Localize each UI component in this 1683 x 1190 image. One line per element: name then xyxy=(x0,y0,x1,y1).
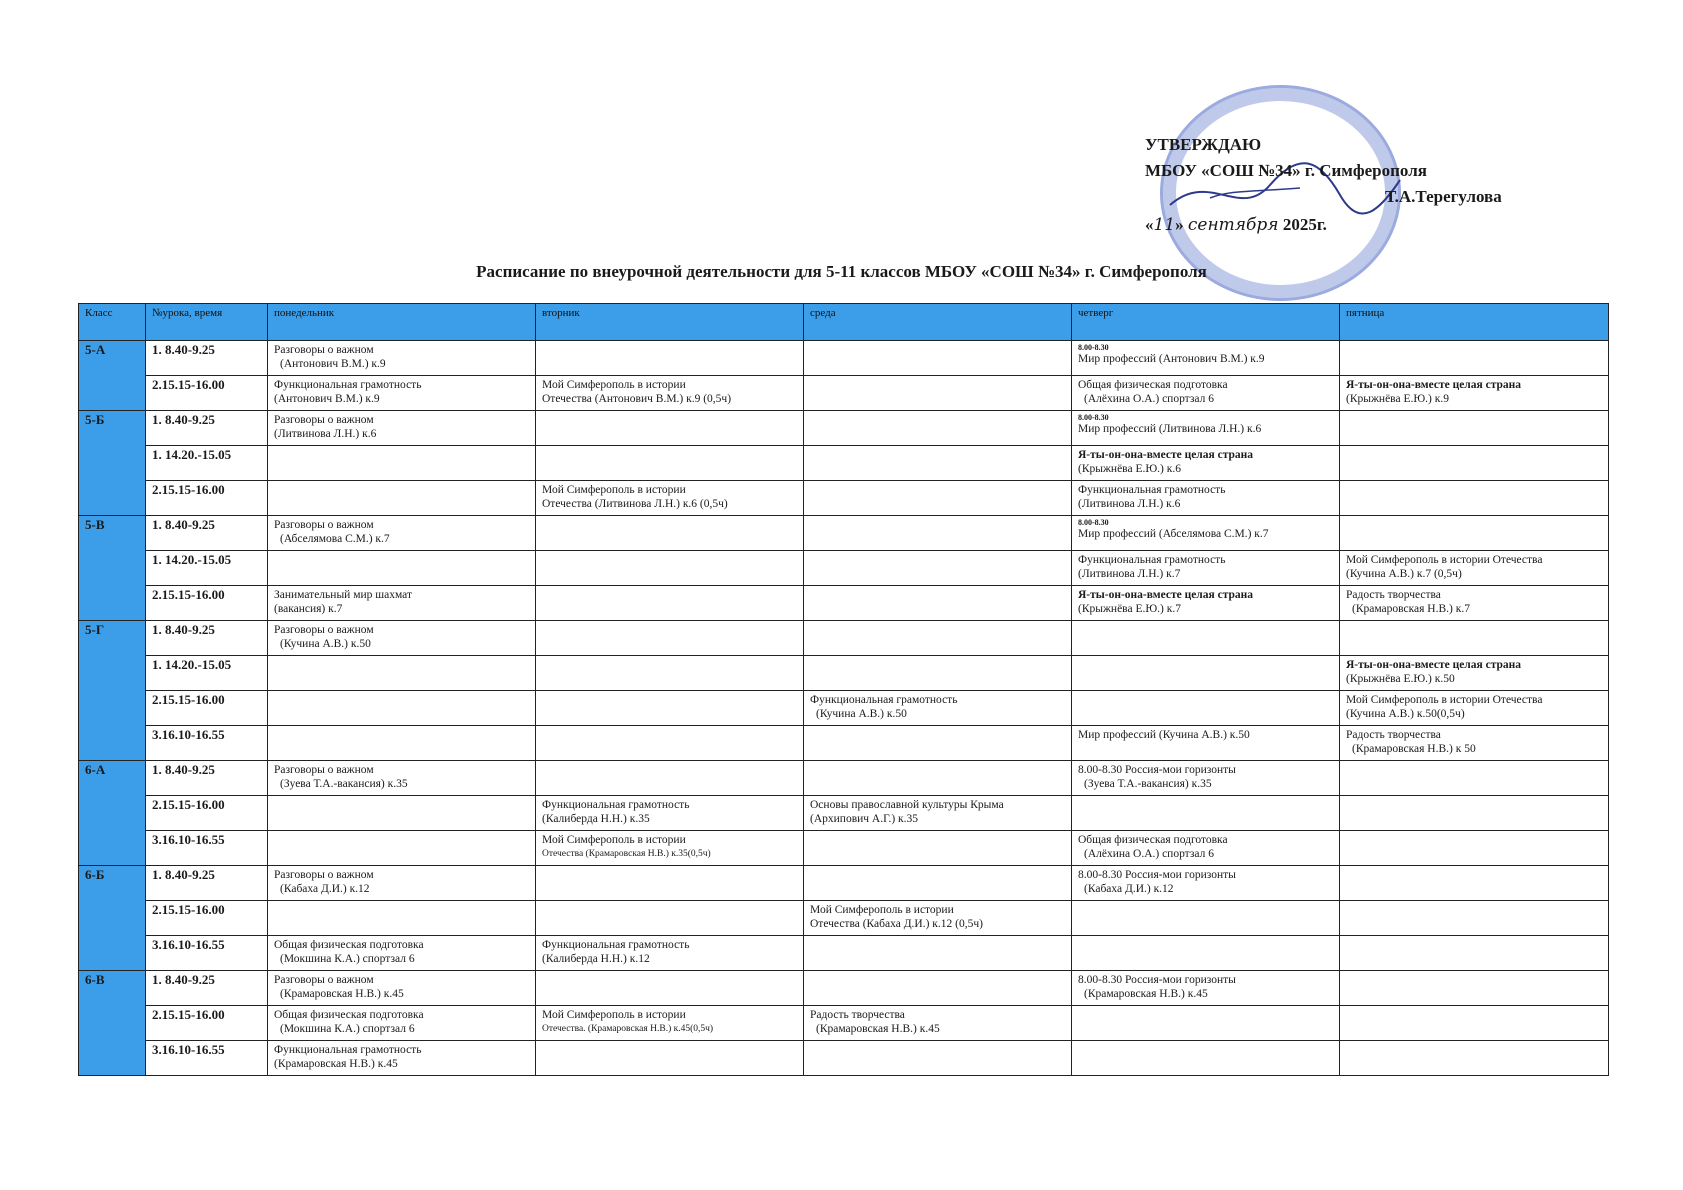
monday-cell xyxy=(268,936,536,971)
activity-text: (Литвинова Л.Н.) к.6 xyxy=(274,428,377,440)
tuesday-cell xyxy=(536,936,804,971)
activity-text: Радость творчества xyxy=(810,1009,905,1021)
activity-text: Общая физическая подготовка xyxy=(274,1009,424,1021)
header-wednesday: среда xyxy=(804,304,1072,341)
tuesday-cell xyxy=(536,901,804,936)
friday-cell xyxy=(1340,971,1609,1006)
activity-text: (Кучина А.В.) к.50(0,5ч) xyxy=(1346,708,1465,720)
friday-cell xyxy=(1340,551,1609,586)
friday-cell xyxy=(1340,586,1609,621)
table-row xyxy=(79,796,1609,831)
wednesday-cell xyxy=(804,376,1072,411)
activity-text: Мой Симферополь в истории xyxy=(542,834,686,846)
activity-text: Мой Симферополь в истории Отечества xyxy=(1346,694,1543,706)
table-row xyxy=(79,901,1609,936)
activity-text: (Литвинова Л.Н.) к.6 xyxy=(1078,498,1181,510)
activity-text: (вакансия) к.7 xyxy=(274,603,343,615)
activity-text: (Крамаровская Н.В.) к 50 xyxy=(1352,743,1476,755)
activity-time: 8.00-8.30 xyxy=(1078,413,1109,422)
table-row xyxy=(79,376,1609,411)
monday-cell xyxy=(268,586,536,621)
activity-text: Отечества (Кабаха Д.И.) к.12 (0,5ч) xyxy=(810,918,983,930)
thursday-cell xyxy=(1072,551,1340,586)
thursday-cell xyxy=(1072,901,1340,936)
date-prefix: « xyxy=(1145,215,1154,234)
monday-cell xyxy=(268,1041,536,1076)
activity-text: (Кучина А.В.) к.50 xyxy=(816,708,907,720)
tuesday-cell xyxy=(536,1006,804,1041)
header-class: Класс xyxy=(79,304,146,341)
tuesday-cell xyxy=(536,761,804,796)
table-row xyxy=(79,761,1609,796)
activity-text: Отечества. (Крамаровская Н.В.) к.45(0,5ч) xyxy=(542,1024,714,1034)
thursday-cell xyxy=(1072,691,1340,726)
thursday-cell xyxy=(1072,656,1340,691)
wednesday-cell xyxy=(804,411,1072,446)
activity-text: Мой Симферополь в истории Отечества xyxy=(1346,554,1543,566)
table-row xyxy=(79,551,1609,586)
tuesday-cell xyxy=(536,516,804,551)
monday-cell xyxy=(268,831,536,866)
lesson-time-cell: 1. 8.40-9.25 xyxy=(146,341,268,376)
activity-text: Занимательный мир шахмат xyxy=(274,589,412,601)
activity-text: (Крамаровская Н.В.) к.45 xyxy=(1084,988,1208,1000)
tuesday-cell xyxy=(536,551,804,586)
monday-cell xyxy=(268,411,536,446)
activity-text: (Антонович В.М.) к.9 xyxy=(274,393,380,405)
table-row xyxy=(79,1006,1609,1041)
lesson-time-cell: 2.15.15-16.00 xyxy=(146,481,268,516)
activity-text: Функциональная грамотность xyxy=(542,799,690,811)
wednesday-cell xyxy=(804,796,1072,831)
activity-text: (Кабаха Д.И.) к.12 xyxy=(280,883,370,895)
table-row xyxy=(79,411,1609,446)
activity-text: (Зуева Т.А.-вакансия) к.35 xyxy=(1084,778,1212,790)
lesson-time-cell: 1. 8.40-9.25 xyxy=(146,411,268,446)
thursday-cell xyxy=(1072,1006,1340,1041)
monday-cell xyxy=(268,376,536,411)
tuesday-cell xyxy=(536,971,804,1006)
activity-text: Функциональная грамотность xyxy=(542,939,690,951)
activity-text: (Алёхина О.А.) спортзал 6 xyxy=(1084,393,1214,405)
date-year: 2025г. xyxy=(1278,215,1327,234)
thursday-cell xyxy=(1072,446,1340,481)
activity-text: Мир профессий (Антонович В.М.) к.9 xyxy=(1078,353,1265,365)
monday-cell xyxy=(268,866,536,901)
monday-cell xyxy=(268,761,536,796)
wednesday-cell xyxy=(804,1006,1072,1041)
wednesday-cell xyxy=(804,726,1072,761)
activity-text: (Литвинова Л.Н.) к.7 xyxy=(1078,568,1181,580)
friday-cell xyxy=(1340,621,1609,656)
monday-cell xyxy=(268,691,536,726)
friday-cell xyxy=(1340,411,1609,446)
activity-text: (Крыжнёва Е.Ю.) к.50 xyxy=(1346,673,1455,685)
table-row xyxy=(79,341,1609,376)
activity-text: Разговоры о важном xyxy=(274,414,374,426)
thursday-cell xyxy=(1072,726,1340,761)
activity-text: (Крыжнёва Е.Ю.) к.7 xyxy=(1078,603,1181,615)
tuesday-cell xyxy=(536,1041,804,1076)
monday-cell xyxy=(268,656,536,691)
monday-cell xyxy=(268,446,536,481)
friday-cell xyxy=(1340,656,1609,691)
activity-text: Мой Симферополь в истории xyxy=(542,379,686,391)
wednesday-cell xyxy=(804,621,1072,656)
thursday-cell xyxy=(1072,376,1340,411)
lesson-time-cell: 3.16.10-16.55 xyxy=(146,936,268,971)
table-row xyxy=(79,831,1609,866)
wednesday-cell xyxy=(804,446,1072,481)
activity-text: Отечества (Антонович В.М.) к.9 (0,5ч) xyxy=(542,393,732,405)
activity-text: (Мокшина К.А.) спортзал 6 xyxy=(280,953,415,965)
activity-text: Общая физическая подготовка xyxy=(274,939,424,951)
thursday-cell xyxy=(1072,796,1340,831)
wednesday-cell xyxy=(804,1041,1072,1076)
table-row xyxy=(79,516,1609,551)
friday-cell xyxy=(1340,726,1609,761)
table-row xyxy=(79,621,1609,656)
activity-text: Я-ты-он-она-вместе целая страна xyxy=(1078,449,1254,461)
friday-cell xyxy=(1340,831,1609,866)
activity-text: 8.00-8.30 Россия-мои горизонты xyxy=(1078,764,1236,776)
activity-text: Основы православной культуры Крыма xyxy=(810,799,1004,811)
friday-cell xyxy=(1340,796,1609,831)
wednesday-cell xyxy=(804,971,1072,1006)
activity-text: (Антонович В.М.) к.9 xyxy=(280,358,386,370)
friday-cell xyxy=(1340,936,1609,971)
activity-text: Общая физическая подготовка xyxy=(1078,379,1228,391)
tuesday-cell xyxy=(536,831,804,866)
thursday-cell xyxy=(1072,621,1340,656)
lesson-time-cell: 2.15.15-16.00 xyxy=(146,376,268,411)
friday-cell xyxy=(1340,866,1609,901)
activity-text: Мир профессий (Литвинова Л.Н.) к.6 xyxy=(1078,423,1262,435)
tuesday-cell xyxy=(536,621,804,656)
wednesday-cell xyxy=(804,761,1072,796)
activity-text: Функциональная грамотность xyxy=(274,1044,422,1056)
activity-text: Отечества (Литвинова Л.Н.) к.6 (0,5ч) xyxy=(542,498,728,510)
wednesday-cell xyxy=(804,691,1072,726)
monday-cell xyxy=(268,516,536,551)
friday-cell xyxy=(1340,516,1609,551)
activity-text: Функциональная грамотность xyxy=(810,694,958,706)
tuesday-cell xyxy=(536,341,804,376)
activity-text: (Кучина А.В.) к.50 xyxy=(280,638,371,650)
table-row xyxy=(79,866,1609,901)
friday-cell xyxy=(1340,1006,1609,1041)
activity-text: (Мокшина К.А.) спортзал 6 xyxy=(280,1023,415,1035)
friday-cell xyxy=(1340,1041,1609,1076)
approval-block xyxy=(1145,132,1565,238)
lesson-time-cell: 3.16.10-16.55 xyxy=(146,831,268,866)
activity-text: (Калиберда Н.Н.) к.35 xyxy=(542,813,650,825)
activity-text: Функциональная грамотность xyxy=(274,379,422,391)
wednesday-cell xyxy=(804,656,1072,691)
monday-cell xyxy=(268,551,536,586)
activity-text: Разговоры о важном xyxy=(274,519,374,531)
schedule-table xyxy=(78,303,1609,1076)
lesson-time-cell: 1. 8.40-9.25 xyxy=(146,866,268,901)
friday-cell xyxy=(1340,376,1609,411)
table-row xyxy=(79,586,1609,621)
activity-text: Я-ты-он-она-вместе целая страна xyxy=(1078,589,1254,601)
friday-cell xyxy=(1340,481,1609,516)
thursday-cell xyxy=(1072,936,1340,971)
thursday-cell xyxy=(1072,761,1340,796)
header-monday: понедельник xyxy=(268,304,536,341)
wednesday-cell xyxy=(804,551,1072,586)
wednesday-cell xyxy=(804,866,1072,901)
lesson-time-cell: 2.15.15-16.00 xyxy=(146,901,268,936)
date-mid: » xyxy=(1175,215,1188,234)
activity-text: (Калиберда Н.Н.) к.12 xyxy=(542,953,650,965)
activity-text: Разговоры о важном xyxy=(274,624,374,636)
lesson-time-cell: 2.15.15-16.00 xyxy=(146,586,268,621)
table-row xyxy=(79,656,1609,691)
class-cell: 5-А xyxy=(79,341,146,411)
wednesday-cell xyxy=(804,481,1072,516)
wednesday-cell xyxy=(804,936,1072,971)
approval-date xyxy=(1145,212,1565,238)
thursday-cell xyxy=(1072,1041,1340,1076)
activity-text: (Кабаха Д.И.) к.12 xyxy=(1084,883,1174,895)
activity-text: Мой Симферополь в истории xyxy=(810,904,954,916)
activity-text: Мир профессий (Кучина А.В.) к.50 xyxy=(1078,729,1250,741)
class-cell: 6-А xyxy=(79,761,146,866)
lesson-time-cell: 1. 8.40-9.25 xyxy=(146,516,268,551)
header-row xyxy=(79,304,1609,341)
class-cell: 6-В xyxy=(79,971,146,1076)
activity-time: 8.00-8.30 xyxy=(1078,343,1109,352)
activity-text: (Крамаровская Н.В.) к.45 xyxy=(274,1058,398,1070)
wednesday-cell xyxy=(804,831,1072,866)
lesson-time-cell: 1. 8.40-9.25 xyxy=(146,621,268,656)
monday-cell xyxy=(268,971,536,1006)
activity-text: Разговоры о важном xyxy=(274,764,374,776)
lesson-time-cell: 3.16.10-16.55 xyxy=(146,1041,268,1076)
header-friday: пятница xyxy=(1340,304,1609,341)
activity-time: 8.00-8.30 xyxy=(1078,518,1109,527)
activity-text: Радость творчества xyxy=(1346,729,1441,741)
activity-text: Радость творчества xyxy=(1346,589,1441,601)
activity-text: Отечества (Крамаровская Н.В.) к.35(0,5ч) xyxy=(542,849,711,859)
activity-text: (Зуева Т.А.-вакансия) к.35 xyxy=(280,778,408,790)
wednesday-cell xyxy=(804,341,1072,376)
activity-text: Мир профессий (Абселямова С.М.) к.7 xyxy=(1078,528,1269,540)
date-month: сентября xyxy=(1187,215,1279,235)
friday-cell xyxy=(1340,691,1609,726)
tuesday-cell xyxy=(536,586,804,621)
activity-text: (Алёхина О.А.) спортзал 6 xyxy=(1084,848,1214,860)
lesson-time-cell: 1. 14.20.-15.05 xyxy=(146,551,268,586)
activity-text: Я-ты-он-она-вместе целая страна xyxy=(1346,379,1522,391)
header-lesson: №урока, время xyxy=(146,304,268,341)
tuesday-cell xyxy=(536,376,804,411)
approval-school: МБОУ «СОШ №34» г. Симферополя xyxy=(1145,161,1427,180)
friday-cell xyxy=(1340,341,1609,376)
activity-text: Я-ты-он-она-вместе целая страна xyxy=(1346,659,1522,671)
tuesday-cell xyxy=(536,656,804,691)
thursday-cell xyxy=(1072,831,1340,866)
tuesday-cell xyxy=(536,796,804,831)
class-cell: 6-Б xyxy=(79,866,146,971)
friday-cell xyxy=(1340,901,1609,936)
activity-text: Разговоры о важном xyxy=(274,344,374,356)
table-row xyxy=(79,481,1609,516)
activity-text: Функциональная грамотность xyxy=(1078,554,1226,566)
friday-cell xyxy=(1340,446,1609,481)
wednesday-cell xyxy=(804,516,1072,551)
activity-text: Разговоры о важном xyxy=(274,869,374,881)
activity-text: 8.00-8.30 Россия-мои горизонты xyxy=(1078,974,1236,986)
wednesday-cell xyxy=(804,901,1072,936)
table-row xyxy=(79,446,1609,481)
table-row xyxy=(79,726,1609,761)
table-row xyxy=(79,1041,1609,1076)
activity-text: (Крыжнёва Е.Ю.) к.6 xyxy=(1078,463,1181,475)
monday-cell xyxy=(268,901,536,936)
lesson-time-cell: 1. 14.20.-15.05 xyxy=(146,446,268,481)
monday-cell xyxy=(268,341,536,376)
activity-text: (Крамаровская Н.В.) к.45 xyxy=(816,1023,940,1035)
class-cell: 5-В xyxy=(79,516,146,621)
lesson-time-cell: 2.15.15-16.00 xyxy=(146,796,268,831)
activity-text: 8.00-8.30 Россия-мои горизонты xyxy=(1078,869,1236,881)
header-tuesday: вторник xyxy=(536,304,804,341)
class-cell: 5-Г xyxy=(79,621,146,761)
class-cell: 5-Б xyxy=(79,411,146,516)
monday-cell xyxy=(268,481,536,516)
thursday-cell xyxy=(1072,341,1340,376)
approval-heading: УТВЕРЖДАЮ xyxy=(1145,135,1262,154)
page-title: Расписание по внеурочной деятельности для 5-11 классов МБОУ «СОШ №34» г. Симферополя xyxy=(476,262,1207,281)
tuesday-cell xyxy=(536,866,804,901)
lesson-time-cell: 2.15.15-16.00 xyxy=(146,691,268,726)
lesson-time-cell: 3.16.10-16.55 xyxy=(146,726,268,761)
date-day: 11 xyxy=(1153,215,1176,235)
activity-text: (Архипович А.Г.) к.35 xyxy=(810,813,919,825)
activity-text: (Кучина А.В.) к.7 (0,5ч) xyxy=(1346,568,1462,580)
activity-text: Функциональная грамотность xyxy=(1078,484,1226,496)
activity-text: (Крамаровская Н.В.) к.7 xyxy=(1352,603,1470,615)
thursday-cell xyxy=(1072,586,1340,621)
activity-text: (Крамаровская Н.В.) к.45 xyxy=(280,988,404,1000)
activity-text: Мой Симферополь в истории xyxy=(542,484,686,496)
table-row xyxy=(79,971,1609,1006)
activity-text: (Абселямова С.М.) к.7 xyxy=(280,533,390,545)
thursday-cell xyxy=(1072,516,1340,551)
thursday-cell xyxy=(1072,411,1340,446)
approval-signatory: Т.А.Терегулова xyxy=(1385,187,1502,206)
activity-text: Разговоры о важном xyxy=(274,974,374,986)
tuesday-cell xyxy=(536,411,804,446)
activity-text: (Крыжнёва Е.Ю.) к.9 xyxy=(1346,393,1449,405)
header-thursday: четверг xyxy=(1072,304,1340,341)
thursday-cell xyxy=(1072,481,1340,516)
tuesday-cell xyxy=(536,446,804,481)
friday-cell xyxy=(1340,761,1609,796)
monday-cell xyxy=(268,726,536,761)
tuesday-cell xyxy=(536,481,804,516)
lesson-time-cell: 1. 14.20.-15.05 xyxy=(146,656,268,691)
monday-cell xyxy=(268,1006,536,1041)
thursday-cell xyxy=(1072,971,1340,1006)
table-row xyxy=(79,691,1609,726)
monday-cell xyxy=(268,621,536,656)
wednesday-cell xyxy=(804,586,1072,621)
tuesday-cell xyxy=(536,726,804,761)
monday-cell xyxy=(268,796,536,831)
lesson-time-cell: 1. 8.40-9.25 xyxy=(146,971,268,1006)
activity-text: Мой Симферополь в истории xyxy=(542,1009,686,1021)
lesson-time-cell: 1. 8.40-9.25 xyxy=(146,761,268,796)
thursday-cell xyxy=(1072,866,1340,901)
activity-text: Общая физическая подготовка xyxy=(1078,834,1228,846)
lesson-time-cell: 2.15.15-16.00 xyxy=(146,1006,268,1041)
tuesday-cell xyxy=(536,691,804,726)
table-row xyxy=(79,936,1609,971)
